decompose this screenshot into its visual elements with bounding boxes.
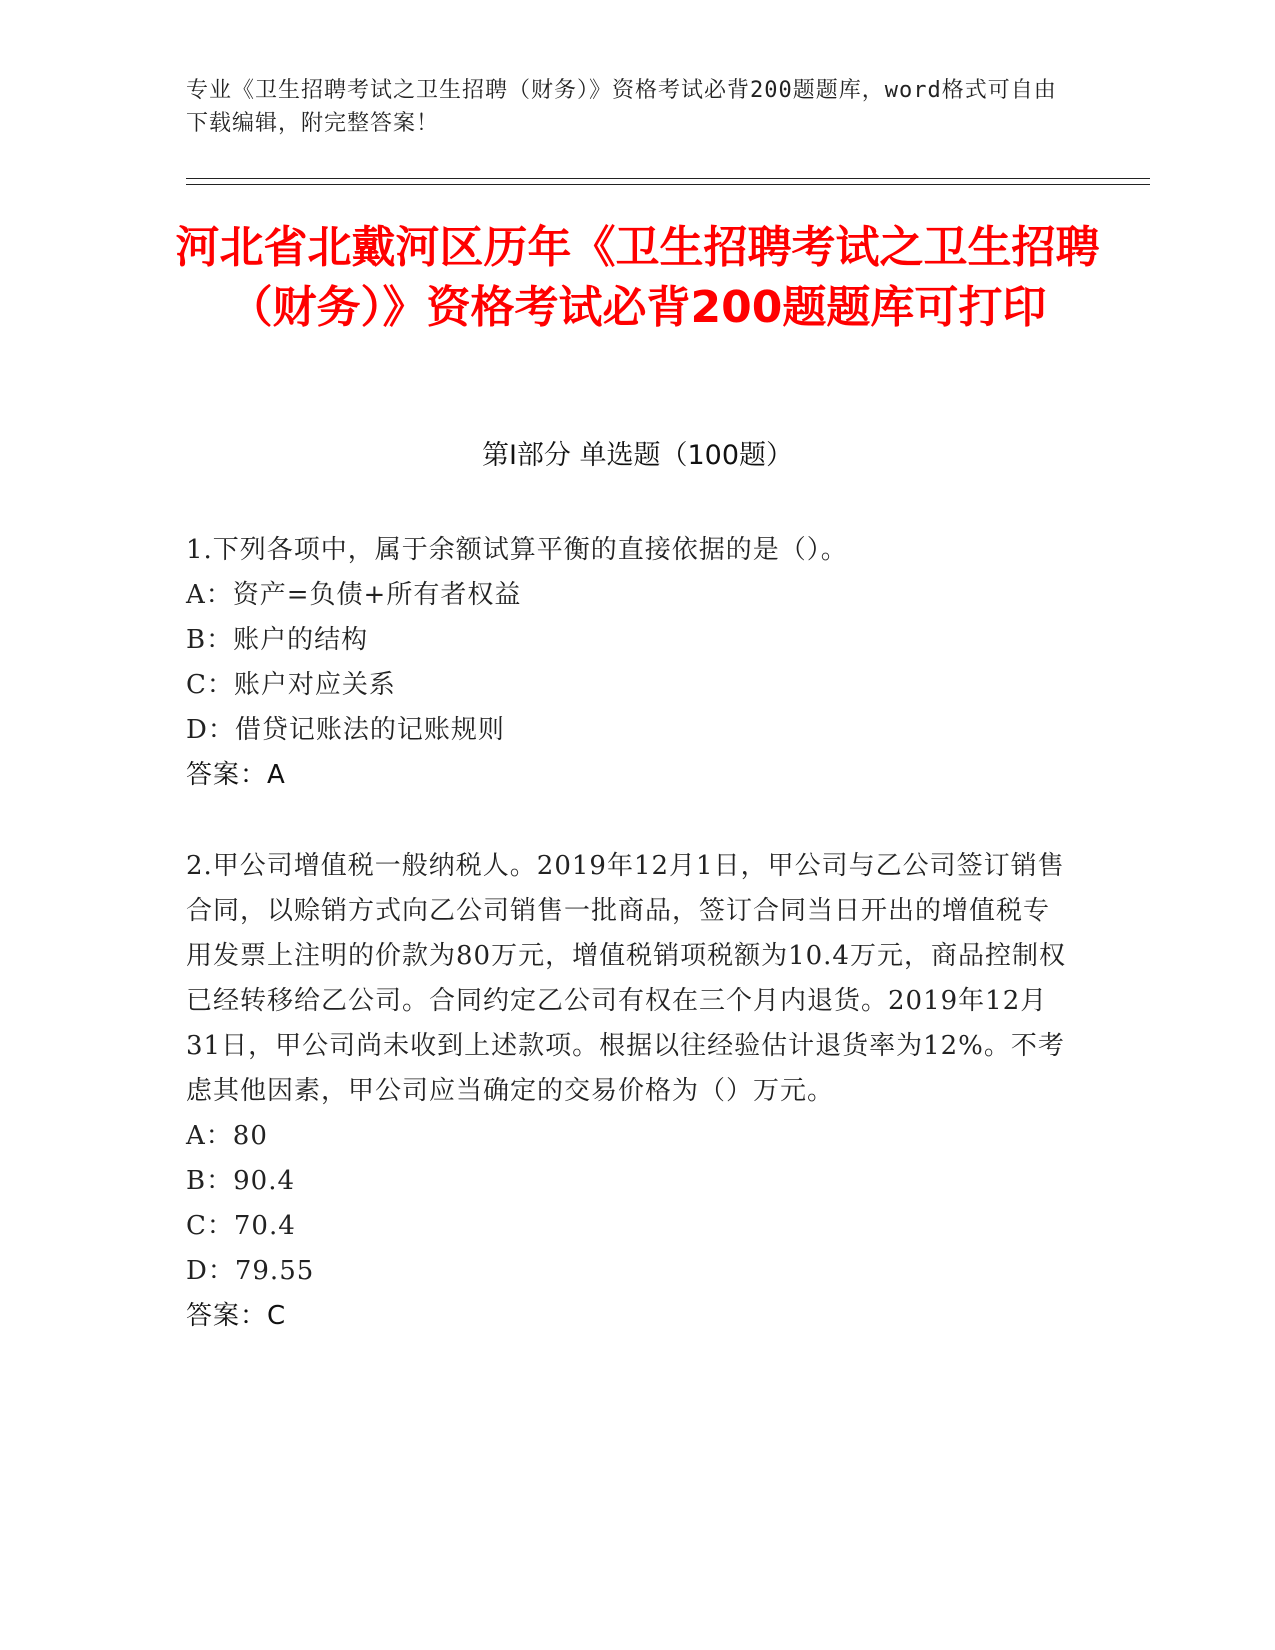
option-b: B：90.4 bbox=[186, 1166, 295, 1196]
question-stem: 2.甲公司增值税一般纳税人。2019年12月1日，甲公司与乙公司签订销售合同，以赊销方式向乙公司销售一批商品，签订合同当日开出的增值税专用发票上注明的价款为80万元，增值税销项税额为10.4万元，商品控制权已经转移给乙公司。合同约定乙公司有权在三个月内退货。2019年12月31日，甲公司尚未收到上述款项。根据以往经验估计退货率为12%。不考虑其他因素，甲公司应当确定的交易价格为（）万元。 bbox=[186, 851, 1066, 1106]
answer: 答案：A bbox=[186, 760, 286, 790]
option-a: A：资产=负债+所有者权益 bbox=[186, 580, 522, 610]
option-b: B：账户的结构 bbox=[186, 625, 369, 655]
answer: 答案：C bbox=[186, 1301, 287, 1331]
header-rule-top bbox=[186, 178, 1150, 179]
question-2 bbox=[186, 844, 1076, 1339]
option-c: C：70.4 bbox=[186, 1211, 296, 1241]
option-d: D：79.55 bbox=[186, 1256, 315, 1286]
option-c: C：账户对应关系 bbox=[186, 670, 396, 700]
question-1 bbox=[186, 528, 1076, 798]
option-d: D：借贷记账法的记账规则 bbox=[186, 715, 505, 745]
header-rule-bottom bbox=[186, 184, 1150, 185]
option-a: A：80 bbox=[186, 1121, 268, 1151]
header-note: 专业《卫生招聘考试之卫生招聘（财务）》资格考试必背200题题库，word格式可自由下载编辑，附完整答案！ bbox=[186, 78, 1057, 136]
question-stem: 1.下列各项中，属于余额试算平衡的直接依据的是（）。 bbox=[186, 535, 848, 565]
document-title: 河北省北戴河区历年《卫生招聘考试之卫生招聘（财务）》资格考试必背200题题库可打印 bbox=[175, 222, 1100, 333]
section-title: 第Ⅰ部分 单选题（100题） bbox=[481, 440, 794, 471]
